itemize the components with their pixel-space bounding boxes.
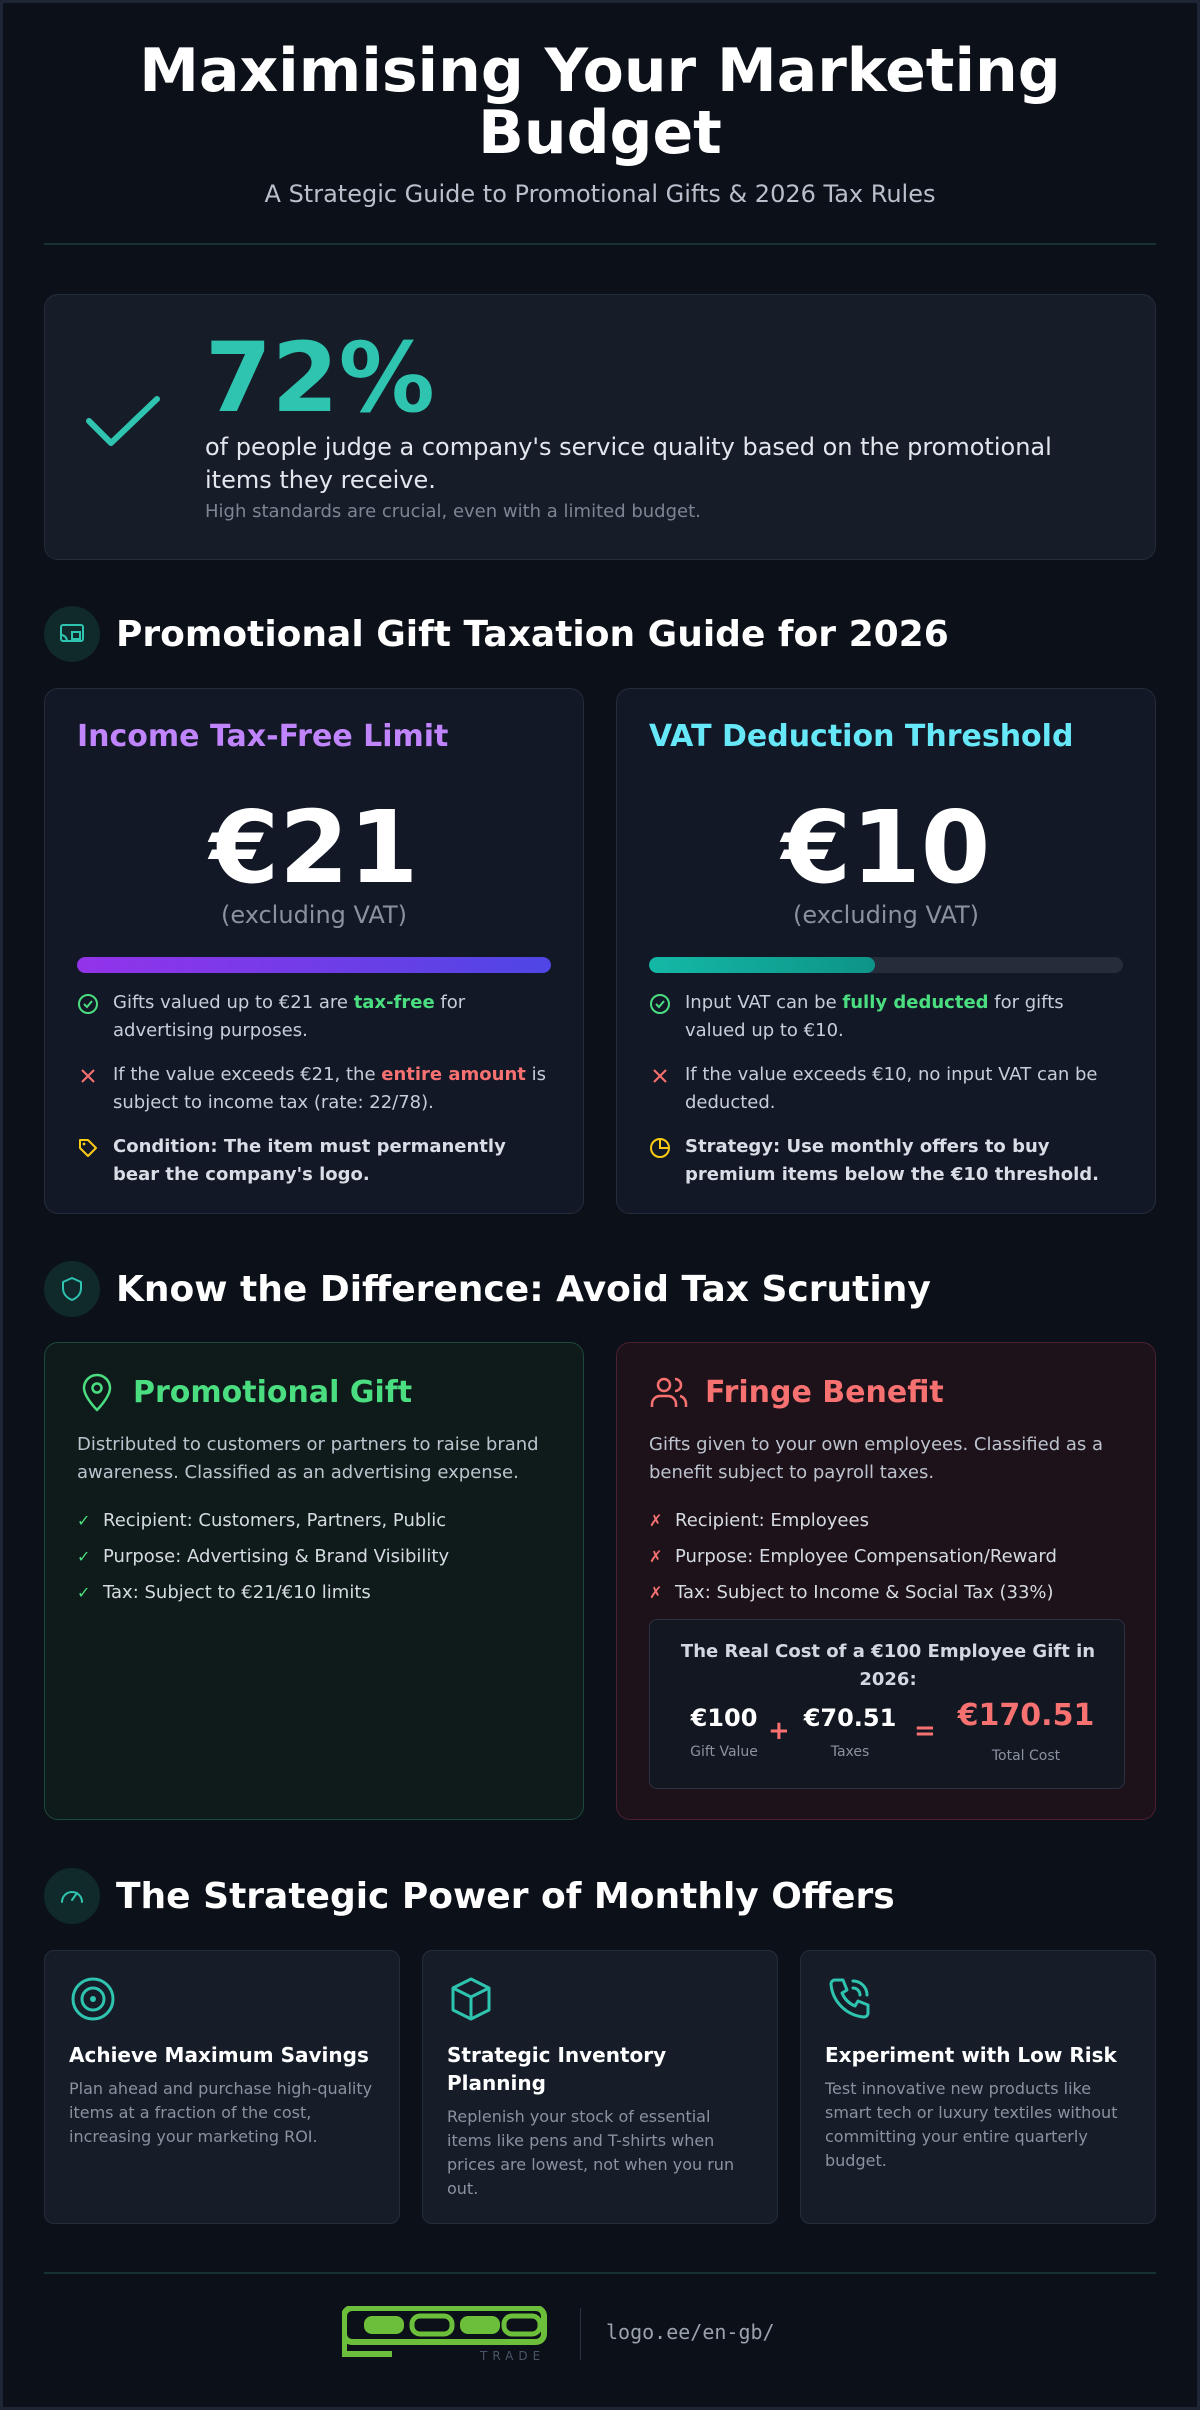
pie-chart-icon xyxy=(649,1137,671,1159)
card-description: Distributed to customers or partners to raise brand awareness. Classified as an advertising expense. xyxy=(77,1434,539,1483)
box-icon xyxy=(447,1975,495,2023)
income-tax-card xyxy=(44,688,584,1214)
cast-icon xyxy=(58,620,86,648)
offer-card-savings xyxy=(44,1950,400,2224)
card-heading: Fringe Benefit xyxy=(705,1375,944,1410)
offer-title: Strategic Inventory Planning xyxy=(447,2043,667,2095)
stat-note: High standards are crucial, even with a limited budget. xyxy=(205,501,701,522)
cost-calculation-box xyxy=(649,1619,1125,1789)
vat-card xyxy=(616,688,1156,1214)
list-item: ✓ Recipient: Customers, Partners, Public xyxy=(77,1510,447,1531)
header-divider xyxy=(44,243,1156,245)
progress-fill xyxy=(77,957,551,973)
section-icon-badge xyxy=(44,1261,100,1317)
phone-icon xyxy=(825,1975,873,2023)
section-title: Know the Difference: Avoid Tax Scrutiny xyxy=(116,1269,931,1310)
offer-card-inventory xyxy=(422,1950,778,2224)
fringe-benefit-card xyxy=(616,1342,1156,1820)
stat-value: 72% xyxy=(205,322,435,434)
progress-fill xyxy=(649,957,875,973)
list-item: ✗ Recipient: Employees xyxy=(649,1510,869,1531)
card-heading: Promotional Gift xyxy=(133,1375,413,1410)
card-heading: VAT Deduction Threshold xyxy=(649,719,1074,754)
rule-list xyxy=(77,989,557,1205)
rule-item: Input VAT can be fully deducted for gifts valued up to €10. xyxy=(649,989,1129,1045)
limit-amount: €10 xyxy=(781,789,991,906)
limit-amount: €21 xyxy=(209,789,419,906)
section-icon-badge xyxy=(44,606,100,662)
page-title: Maximising Your Marketing Budget xyxy=(139,36,1061,168)
plus-sign: + xyxy=(768,1716,790,1746)
offer-description: Replenish your stock of essential items like pens and T-shirts when prices are lowest, not when you run out. xyxy=(447,2107,735,2198)
stat-description: of people judge a company's service quality based on the promotional items they receive. xyxy=(205,433,1052,494)
taxes-label: Taxes xyxy=(830,1744,870,1760)
section-title: Promotional Gift Taxation Guide for 2026 xyxy=(116,614,949,655)
equals-sign: = xyxy=(914,1716,936,1746)
attribute-list xyxy=(77,1503,557,1611)
checkmark-icon xyxy=(85,393,161,449)
list-item: ✗ Tax: Subject to Income & Social Tax (33%) xyxy=(649,1582,1054,1603)
target-icon xyxy=(69,1975,117,2023)
total-cost-label: Total Cost xyxy=(991,1748,1061,1764)
rule-item: If the value exceeds €21, the entire amount is subject to income tax (rate: 22/78). xyxy=(77,1061,557,1117)
promotional-gift-card xyxy=(44,1342,584,1820)
logo-trade-logo[interactable] xyxy=(342,2306,552,2362)
x-icon xyxy=(649,1065,671,1087)
rule-item: Gifts valued up to €21 are tax-free for advertising purposes. xyxy=(77,989,557,1045)
cost-title: The Real Cost of a €100 Employee Gift in 2026: xyxy=(680,1641,1096,1690)
offer-title: Experiment with Low Risk xyxy=(825,2043,1117,2067)
tag-icon xyxy=(77,1137,99,1159)
gift-value-label: Gift Value xyxy=(690,1744,758,1760)
rule-list xyxy=(649,989,1129,1205)
attribute-list xyxy=(649,1503,1129,1611)
card-description: Gifts given to your own employees. Classified as a benefit subject to payroll taxes. xyxy=(649,1434,1104,1483)
section-header-tax xyxy=(44,606,1156,662)
list-item: ✗ Purpose: Employee Compensation/Reward xyxy=(649,1546,1057,1567)
section-header-offers xyxy=(44,1868,1156,1924)
rule-item: Strategy: Use monthly offers to buy premium items below the €10 threshold. xyxy=(649,1133,1129,1189)
check-circle-icon xyxy=(649,993,671,1015)
stat-card xyxy=(44,294,1156,560)
footer-divider xyxy=(44,2272,1156,2274)
gift-value: €100 xyxy=(690,1704,758,1732)
x-icon xyxy=(77,1065,99,1087)
section-icon-badge xyxy=(44,1868,100,1924)
limit-progress-bar xyxy=(77,957,551,973)
footer-separator xyxy=(580,2308,581,2360)
svg-text:TRADE: TRADE xyxy=(480,2349,546,2362)
section-title: The Strategic Power of Monthly Offers xyxy=(116,1876,895,1917)
offer-card-experiment xyxy=(800,1950,1156,2224)
list-item: ✓ Tax: Subject to €21/€10 limits xyxy=(77,1582,371,1603)
offer-description: Test innovative new products like smart tech or luxury textiles without committing your entire quarterly budget. xyxy=(825,2079,1118,2170)
rule-item: If the value exceeds €10, no input VAT can be deducted. xyxy=(649,1061,1129,1117)
rule-item: Condition: The item must permanently bear the company's logo. xyxy=(77,1133,557,1189)
map-pin-icon xyxy=(77,1373,117,1413)
total-cost-value: €170.51 xyxy=(957,1698,1095,1733)
taxes-value: €70.51 xyxy=(803,1704,897,1732)
limit-subtext: (excluding VAT) xyxy=(793,901,979,929)
card-heading: Income Tax-Free Limit xyxy=(77,719,449,754)
section-header-difference xyxy=(44,1261,1156,1317)
shield-icon xyxy=(58,1275,86,1303)
limit-subtext: (excluding VAT) xyxy=(221,901,407,929)
list-item: ✓ Purpose: Advertising & Brand Visibility xyxy=(77,1546,450,1567)
offer-title: Achieve Maximum Savings xyxy=(69,2043,369,2067)
page-subtitle: A Strategic Guide to Promotional Gifts & 2026 Tax Rules xyxy=(264,180,936,208)
offer-description: Plan ahead and purchase high-quality items at a fraction of the cost, increasing your marketing ROI. xyxy=(69,2079,373,2146)
website-link[interactable]: logo.ee/en-gb/ xyxy=(606,2320,775,2344)
users-icon xyxy=(649,1373,689,1413)
gauge-icon xyxy=(58,1882,86,1910)
check-circle-icon xyxy=(77,993,99,1015)
limit-progress-bar xyxy=(649,957,1123,973)
